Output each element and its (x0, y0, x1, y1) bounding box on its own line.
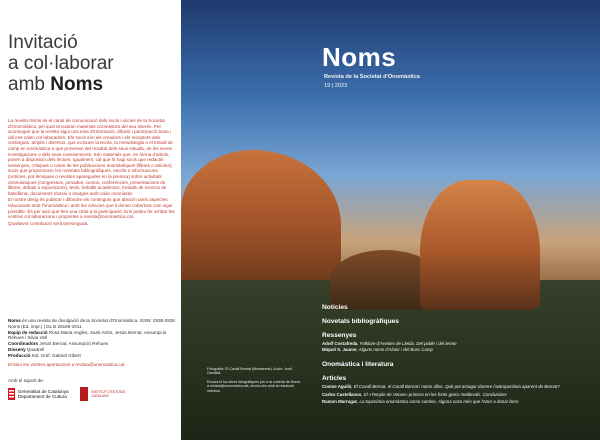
credit-key: Disseny (8, 346, 26, 352)
magazine-subtitle: Revista de la Societat d'Onomàstica (324, 74, 420, 80)
invitation-body (8, 118, 176, 227)
toc-section-articles: Articles (322, 375, 347, 382)
body-paragraph-3: Qualsevol contribució serà benvinguda. (8, 220, 89, 226)
support-label: Amb el suport de: (8, 378, 45, 383)
credit-row (8, 330, 176, 342)
title-line-2: a col·laborar (8, 53, 114, 74)
toc-item (322, 384, 594, 390)
left-page (0, 0, 181, 440)
credit-value: Jesús Bernat, Assumpció Rehues (38, 341, 109, 347)
magazine-title: Noms (322, 42, 397, 72)
credit-value: Ind. Gràf. Gabriel Gibert (30, 352, 81, 358)
body-paragraph-1: La revista Noms és el canal de comunicació dels socis i sòcies de la Societat d'Onomàstica, pel qual circularan materials onomàstics del seu interès. Per aconseguir que la revista sigui una eina d'informació, difusió i participació bona i útil ens calen col·laboradors. Els socis són els creadors i els receptors dels continguts, amplis i diversos, que inclouen la teoria, la metodologia o el treball de camp en onomàstica o que provenen del resultat dels seus estudis, de les seves investigacions o dels seus coneixements. Són materials que, en forma d'article, posen a disposició dels lectors. Igualment, cal que hi hagi socis que redactin ressenyes, crítiques o notes de les publicacions onomàstiques (llibres o articles); socis que proporcionin les novetats bibliogràfiques, escrits o informacions (notícies, pol·lèmiques o revistes aparegudes en la premsa) sobre activitats onomàstiques (congressos, jornades, cursos, conferències, presentacions de llibres, debats o exposicions), tesis, treballs acadèmics, treballs de recerca de batxillerat, documents d'arxiu o imatges amb valor onomàstic. (8, 118, 173, 196)
title-line-3-prefix: amb (8, 74, 51, 95)
generalitat-logo-text: Generalitat de Catalunya Departament de Cultura (17, 388, 69, 399)
toc-item (322, 341, 594, 347)
toc-item-author: Ramon Marrugat (322, 399, 357, 404)
send-contributions-line: Envieu les vostres aportacions a revista@onomastica.cat. (8, 361, 126, 367)
credit-value: Quadrell (25, 346, 45, 352)
credit-row (8, 353, 176, 359)
issue-number: 19 | 2023 (324, 83, 348, 89)
photo-credit: Fotografia: El Cavall Bernat (Montserrat). Autor: Jordi Gavaldà (207, 367, 292, 376)
title-line-3 (8, 74, 178, 95)
credit-value: Rosa Maria Anglès, Santi Artés, Jesús Bernat, Assumpció Rehues i Silvia Vell (8, 329, 167, 341)
credit-key: Equip de redacció (8, 329, 48, 335)
toc-section-noticies: Notícies (322, 304, 348, 311)
invitation-title (8, 32, 178, 95)
toc-item-author: Adolf Costafreda (322, 341, 358, 346)
credits-intro-bold: Noms (8, 318, 21, 323)
credit-key: Coordinadors (8, 341, 39, 347)
iec-logo-text: INSTITUT D'ESTUDIS CATALANS (91, 390, 126, 398)
credits-block (8, 318, 176, 367)
toc-item-author: Miquel S. Jaume (322, 347, 357, 352)
toc-item-title: , El «Temple de Venus» primera en les fonts grecs medievals. Conclusions (361, 392, 507, 397)
toc-item-title: , Alguns noms d'Alaior i del Bosc Camp (356, 347, 433, 352)
toc-item-author: Cosme Aguiló (322, 384, 352, 389)
iec-mark-icon (80, 387, 88, 401)
toc-item (322, 392, 594, 398)
toc-item (322, 399, 594, 405)
toc-item-author: Carles Castellanos (322, 392, 362, 397)
rock-cliff-right (420, 180, 540, 310)
credit-key: Producció (8, 352, 31, 358)
toc-item-title: , La toponímia onomàstica como camino. Alguna cosa més que l'aner a donar ferro (356, 399, 519, 404)
toc-section-literatura: Onomàstica i literatura (322, 361, 394, 368)
body-paragraph-2: El nostre desig és publicar i difondre els continguts que abracin tants aspectes relacionats amb l'onomàstica i amb les ciències que li donen cobertura com sigui possible. És per això que fem una crida a la participació. Ens podeu fer arribar les vostres col·laboracions i propostes a revista@onomastica.cat. (8, 197, 175, 220)
title-line-3-bold: Noms (50, 74, 104, 95)
toc-section-ressenyes: Ressenyes (322, 332, 357, 339)
toc-section-novetats: Novetats bibliogràfiques (322, 318, 399, 325)
generalitat-logo (8, 387, 78, 401)
senyera-icon (8, 388, 15, 400)
title-line-1: Invitació (8, 32, 78, 53)
credits-intro-text: és una revista de divulgació de la Societat d'Onomàstica. ISSN: 2938-2826 Noms (Ed. impr.) | DL B 26186-2011 (8, 318, 175, 329)
toc-item (322, 347, 594, 353)
toc-item-title: , Folklore d'Arestes de Lleida. Del poble i del terme (357, 341, 457, 346)
credits-intro (8, 318, 176, 330)
photo-call: Encara hi ha obres fotogràfiques per a la coberta de Noms a revista@onomastica.cat, envieu-les amb la resolució màxima (207, 380, 301, 393)
iec-logo (80, 385, 140, 403)
toc-item-title: , El Cavall Bernat, el Carall Bernat i noms afins. Què pot amagar darrere l'antroponímia aparent de Bernat? (351, 384, 560, 389)
